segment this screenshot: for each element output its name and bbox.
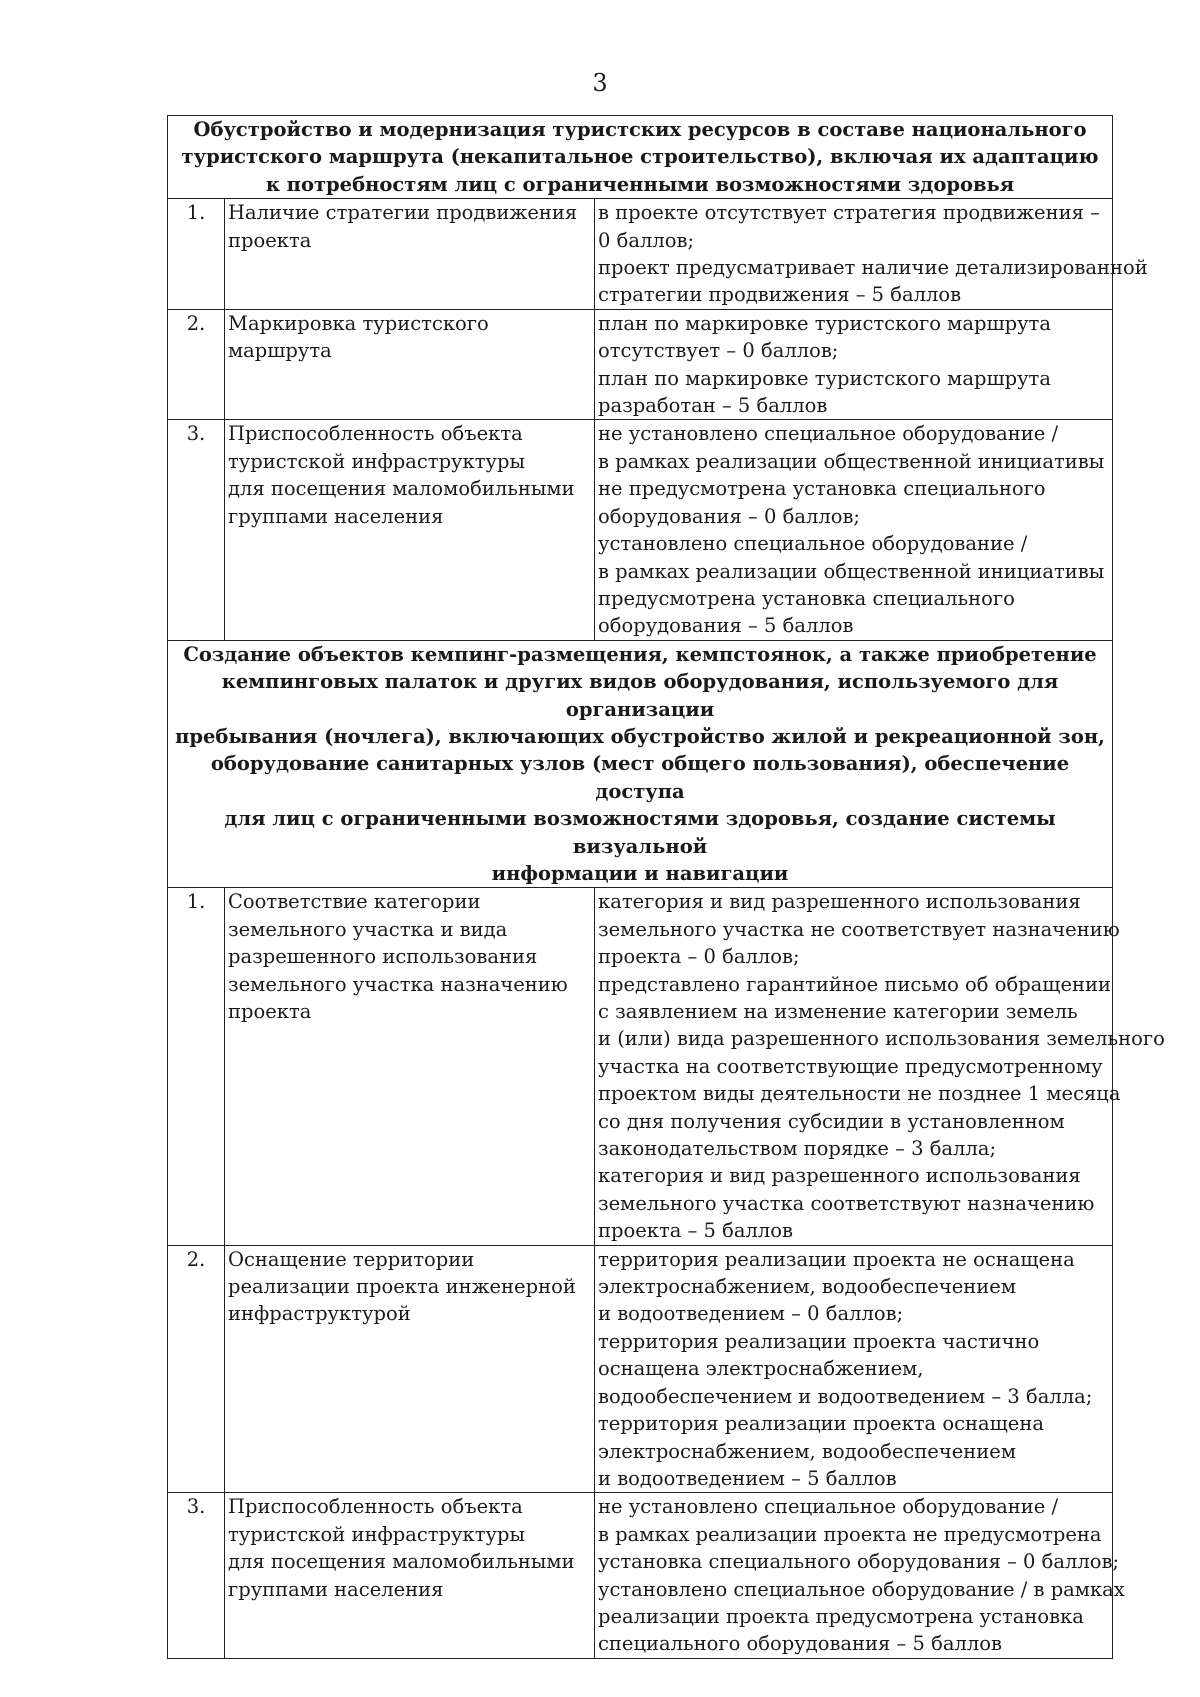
scoring-line: в рамках реализации общественной инициативы — [598, 559, 1105, 583]
scoring-line: специального оборудования – 5 баллов — [598, 1632, 1002, 1656]
criteria-table — [167, 115, 1165, 1659]
scoring-line: не предусмотрена установка специального — [598, 477, 1046, 501]
criterion-name-line: реализации проекта инженерной — [228, 1275, 576, 1299]
scoring-line: участка на соответствующие предусмотренному — [598, 1054, 1103, 1078]
scoring-line: и водоотведением – 0 баллов; — [598, 1302, 904, 1326]
criterion-name-line: земельного участка и вида — [228, 917, 508, 941]
scoring-line: оборудования – 0 баллов; — [598, 504, 861, 528]
section-title-line: информации и навигации — [491, 861, 789, 885]
scoring-line: план по маркировке туристского маршрута — [598, 311, 1051, 335]
scoring-line: оснащена электроснабжением, — [598, 1357, 924, 1381]
scoring-line: разработан – 5 баллов — [598, 394, 828, 418]
criterion-name — [225, 888, 595, 1245]
section-title — [168, 116, 1113, 199]
criterion-name-line: Приспособленность объекта — [228, 422, 523, 446]
scoring-line: проекта – 5 баллов — [598, 1219, 793, 1243]
scoring-line: проекта – 0 баллов; — [598, 945, 800, 969]
criterion-name-line: Соответствие категории — [228, 890, 481, 914]
criterion-name — [225, 1493, 595, 1658]
criterion-name-line: Маркировка туристского — [228, 311, 489, 335]
scoring-line: категория и вид разрешенного использования — [598, 1164, 1081, 1188]
scoring-line: в рамках реализации проекта не предусмотрена — [598, 1522, 1102, 1546]
criterion-name-line: проекта — [228, 228, 312, 252]
scoring-line: план по маркировке туристского маршрута — [598, 366, 1051, 390]
scoring-line: отсутствует – 0 баллов; — [598, 339, 839, 363]
scoring-line: территория реализации проекта частично — [598, 1329, 1040, 1353]
scoring-line: территория реализации проекта не оснащена — [598, 1247, 1075, 1271]
section-title-line: кемпинговых палаток и других видов оборудования, используемого для организации — [221, 670, 1059, 721]
criterion-name — [225, 1245, 595, 1493]
criterion-name-line: маршрута — [228, 339, 332, 363]
criterion-scoring — [595, 309, 1113, 420]
criterion-name-line: проекта — [228, 1000, 312, 1023]
criterion-name-line: туристской инфраструктуры — [228, 449, 525, 473]
criterion-row — [168, 199, 1113, 310]
section-header-row — [168, 116, 1113, 199]
section-title-line: оборудование санитарных узлов (мест общего пользования), обеспечение доступа — [210, 752, 1070, 803]
criterion-name-line: для посещения маломобильными — [228, 1550, 575, 1574]
section-title-line: туристского маршрута (некапитальное строительство), включая их адаптацию — [181, 145, 1099, 169]
scoring-line: проект предусматривает наличие детализированной — [598, 256, 1148, 280]
scoring-line: 0 баллов; — [598, 228, 695, 252]
criterion-name-line: Оснащение территории — [228, 1247, 475, 1271]
scoring-line: установлено специальное оборудование / — [598, 532, 1028, 556]
criterion-row — [168, 888, 1113, 1245]
scoring-line: в рамках реализации общественной инициативы — [598, 449, 1105, 473]
criterion-name — [225, 420, 595, 640]
criterion-number: 3. — [168, 1493, 225, 1658]
scoring-line: предусмотрена установка специального — [598, 586, 1015, 610]
scoring-line: территория реализации проекта оснащена — [598, 1412, 1044, 1436]
scoring-line: законодательством порядке – 3 балла; — [598, 1137, 997, 1161]
criterion-scoring — [595, 420, 1113, 640]
criterion-scoring — [595, 199, 1148, 310]
scoring-line: электроснабжением, водообеспечением — [598, 1439, 1016, 1463]
criterion-scoring — [595, 1493, 1125, 1658]
page-number: 3 — [592, 69, 608, 97]
criterion-row — [168, 420, 1113, 640]
scoring-line: земельного участка не соответствует назначению — [598, 917, 1120, 941]
criterion-name-line: Наличие стратегии продвижения — [228, 201, 578, 225]
criterion-number: 1. — [168, 888, 225, 1245]
scoring-line: с заявлением на изменение категории земель — [598, 1000, 1078, 1023]
scoring-line: установка специального оборудования – 0 баллов; — [598, 1550, 1120, 1574]
scoring-line: оборудования – 5 баллов — [598, 614, 854, 638]
scoring-line: водообеспечением и водоотведением – 3 балла; — [598, 1384, 1093, 1408]
scoring-line: электроснабжением, водообеспечением — [598, 1275, 1016, 1299]
criterion-number: 1. — [168, 199, 225, 310]
scoring-line: проектом виды деятельности не позднее 1 месяца — [598, 1082, 1121, 1106]
section-title-line: Создание объектов кемпинг-размещения, кемпстоянок, а также приобретение — [183, 642, 1097, 666]
scoring-line: в проекте отсутствует стратегия продвижения – — [598, 201, 1100, 225]
section-title-line: Обустройство и модернизация туристских ресурсов в составе национального — [193, 118, 1087, 141]
scoring-line: стратегии продвижения – 5 баллов — [598, 283, 962, 307]
criterion-row — [168, 309, 1113, 420]
scoring-line: установлено специальное оборудование / в рамках — [598, 1577, 1125, 1601]
criterion-name-line: для посещения маломобильными — [228, 477, 575, 501]
criterion-number: 2. — [168, 309, 225, 420]
scoring-line: категория и вид разрешенного использования — [598, 890, 1081, 914]
scoring-line: не установлено специальное оборудование / — [598, 1495, 1059, 1519]
criterion-name-line: разрешенного использования — [228, 945, 538, 969]
criteria-table-body — [168, 116, 1165, 1659]
criterion-name-line: земельного участка назначению — [228, 972, 568, 996]
criterion-name-line: группами населения — [228, 504, 444, 528]
criterion-name-line: инфраструктурой — [228, 1302, 411, 1326]
scoring-line: представлено гарантийное письмо об обращении — [598, 972, 1111, 996]
criterion-name-line: Приспособленность объекта — [228, 1495, 523, 1519]
scoring-line: земельного участка соответствуют назначению — [598, 1191, 1095, 1215]
scoring-line: реализации проекта предусмотрена установка — [598, 1604, 1084, 1628]
section-title-line: к потребностям лиц с ограниченными возможностями здоровья — [265, 172, 1015, 196]
criterion-row — [168, 1493, 1113, 1658]
criterion-name — [225, 199, 595, 310]
section-title — [168, 640, 1113, 888]
criterion-row — [168, 1245, 1113, 1493]
scoring-line: со дня получения субсидии в установленном — [598, 1109, 1065, 1133]
criterion-scoring — [595, 888, 1165, 1245]
section-title-line: для лиц с ограниченными возможностями здоровья, создание системы визуальной — [224, 807, 1056, 858]
scoring-line: не установлено специальное оборудование / — [598, 422, 1059, 446]
scoring-line: и (или) вида разрешенного использования земельного — [598, 1027, 1165, 1051]
criterion-scoring — [595, 1245, 1113, 1493]
criterion-number: 3. — [168, 420, 225, 640]
section-title-line: пребывания (ночлега), включающих обустройство жилой и рекреационной зон, — [175, 724, 1105, 748]
criterion-number: 2. — [168, 1245, 225, 1493]
scoring-line: и водоотведением – 5 баллов — [598, 1466, 897, 1490]
criterion-name-line: туристской инфраструктуры — [228, 1522, 525, 1546]
section-header-row — [168, 640, 1113, 888]
criterion-name-line: группами населения — [228, 1577, 444, 1601]
criterion-name — [225, 309, 595, 420]
